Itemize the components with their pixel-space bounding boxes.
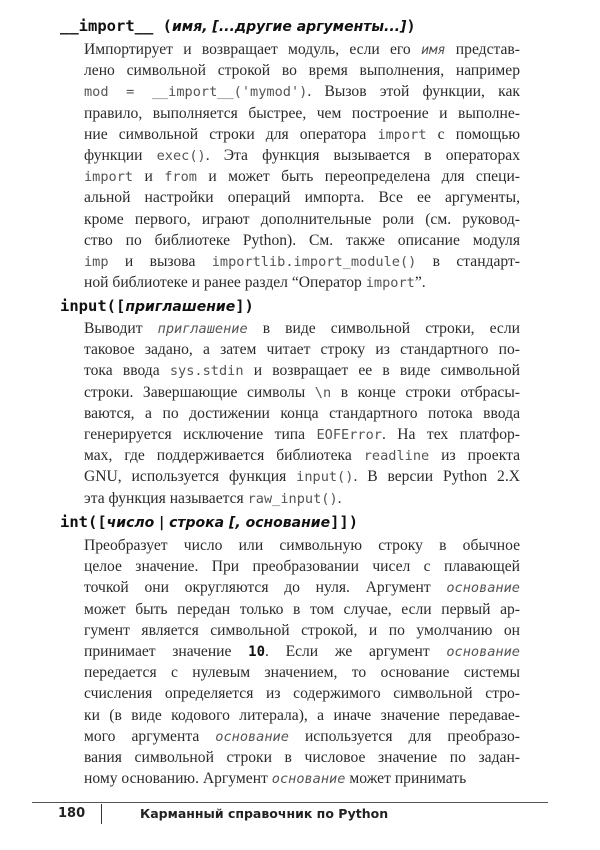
text-fragment: ной библиотеке и ранее раздел “Оператор xyxy=(84,274,366,292)
text-fragment: строки. Завершающие символы xyxy=(84,383,315,401)
page-number: 180 xyxy=(58,806,86,821)
text-fragment: лено символьной строкой во время выполнения, например xyxy=(84,62,520,80)
code-fragment: readline xyxy=(363,448,430,465)
text-line xyxy=(84,577,520,598)
text-line xyxy=(84,599,520,620)
paren-close: ) xyxy=(406,17,416,35)
code-fragment: importlib.import_module() xyxy=(211,253,417,270)
function-name: int xyxy=(60,513,88,531)
text-line xyxy=(84,620,520,641)
text-fragment: ки (в виде кодового литерала), а иначе значение передавае- xyxy=(84,706,520,724)
code-fragment: imp xyxy=(84,253,109,270)
text-fragment: правило, выполняется быстрее, чем построение и выполне- xyxy=(84,104,520,122)
text-line xyxy=(84,166,520,187)
code-fragment: 10 xyxy=(248,643,265,660)
text-line xyxy=(84,747,520,768)
text-line xyxy=(84,339,520,360)
text-fragment: функции xyxy=(84,146,157,164)
text-fragment: из проекта xyxy=(429,447,520,465)
text-fragment: генерируется исключение типа xyxy=(84,425,317,443)
text-line xyxy=(84,318,520,339)
entry-heading-input xyxy=(60,297,560,315)
text-line xyxy=(84,424,520,445)
paren-open: ([ xyxy=(88,513,107,531)
text-fragment: может быть передан только в том случае, если первый ар- xyxy=(84,600,520,618)
text-line xyxy=(84,535,520,556)
text-fragment: Выводит xyxy=(84,320,158,337)
text-fragment: счисления определяется из содержимого символьной стро- xyxy=(84,685,520,703)
code-fragment: приглашение xyxy=(157,321,248,337)
entry-description-int xyxy=(84,535,520,789)
text-line xyxy=(84,145,520,166)
text-fragment: гумент является символьной строкой, и по умолчанию он xyxy=(84,621,520,639)
text-line xyxy=(84,39,520,60)
text-fragment: точкой они округляются до нуля. Аргумент xyxy=(84,579,447,597)
entry-description-import xyxy=(84,39,520,293)
text-fragment: ваются, а по достижении конца стандартного потока ввода xyxy=(84,404,520,422)
code-fragment: input() xyxy=(296,469,354,486)
text-line xyxy=(84,488,520,509)
text-line xyxy=(84,209,520,230)
code-fragment: \n xyxy=(314,384,332,401)
code-fragment: основание xyxy=(271,771,346,788)
text-line xyxy=(84,81,520,102)
text-fragment: кроме первого, играют дополнительные роли (см. руковод- xyxy=(84,210,520,228)
text-fragment: в конце строки отбрасы- xyxy=(331,383,520,401)
entry-heading-int xyxy=(60,513,560,531)
text-fragment: . Эта функция вызывается в операторах xyxy=(205,146,520,164)
text-line xyxy=(84,556,520,577)
text-fragment: и возвращает ее в виде символьной xyxy=(243,362,520,380)
code-fragment: from xyxy=(164,169,197,186)
text-fragment: . В версии Python 2.X xyxy=(353,468,520,486)
text-fragment: принимает значение xyxy=(84,642,249,660)
text-fragment: целое значение. При преобразовании чисел с плавающей xyxy=(84,558,520,576)
text-line xyxy=(84,251,520,272)
text-fragment: может принимать xyxy=(345,770,467,788)
code-fragment: EOFError xyxy=(316,426,382,443)
code-fragment: имя xyxy=(420,42,446,58)
text-fragment: таковое задано, а затем читает строку из стандартного по- xyxy=(84,341,520,359)
text-fragment: вания символьной строки в числовое значение по задан- xyxy=(84,748,520,766)
text-fragment: Преобразует число или символьную строку в обычное xyxy=(84,537,520,554)
code-fragment: raw_input() xyxy=(247,490,338,507)
text-fragment: передается с нулевым значением, то основание системы xyxy=(84,664,520,682)
text-line xyxy=(84,124,520,145)
argument-list: имя, [...другие аргументы...] xyxy=(172,19,407,35)
text-line xyxy=(84,272,520,293)
text-line xyxy=(84,103,520,124)
entry-description-input xyxy=(84,318,520,509)
text-fragment: Импортирует и возвращает модуль, если его xyxy=(84,41,421,58)
text-fragment: мого аргумента xyxy=(84,727,216,745)
text-fragment: эта функция называется xyxy=(84,489,248,507)
code-fragment: sys.stdin xyxy=(169,363,244,380)
text-fragment: ние символьной строки для оператора xyxy=(84,125,378,143)
text-fragment: . На тех платфор- xyxy=(381,425,520,443)
function-name: input xyxy=(60,297,107,315)
paren-open: ( xyxy=(153,17,172,35)
footer-rule xyxy=(32,802,548,803)
text-fragment: мах, где поддерживается библиотека xyxy=(84,447,364,465)
text-line xyxy=(84,768,520,789)
text-fragment: . xyxy=(337,489,342,507)
paren-close: ]]) xyxy=(330,513,359,531)
text-line xyxy=(84,445,520,466)
code-fragment: import xyxy=(365,275,415,292)
text-line xyxy=(84,662,520,683)
text-line xyxy=(84,466,520,487)
code-fragment: основание xyxy=(215,728,289,745)
text-line xyxy=(84,60,520,81)
text-line xyxy=(84,382,520,403)
text-line xyxy=(84,705,520,726)
text-fragment: и может быть переопределена для специ- xyxy=(196,168,520,186)
text-line xyxy=(84,403,520,424)
code-fragment: mod = __import__('mymod') xyxy=(84,84,308,101)
function-name: __import__ xyxy=(60,17,154,35)
text-fragment: ному основанию. Аргумент xyxy=(84,770,272,788)
footer-separator xyxy=(101,804,102,824)
text-line xyxy=(84,187,520,208)
code-fragment: основание xyxy=(446,580,520,597)
text-fragment: используется для преобразо- xyxy=(288,727,520,745)
text-fragment: представ- xyxy=(445,41,520,58)
text-fragment: и вызова xyxy=(108,252,212,270)
text-fragment: альной настройки операций импорта. Все ее аргументы, xyxy=(84,189,520,207)
argument-list: приглашение xyxy=(125,299,236,315)
text-fragment: ство по библиотеке Python). См. также описание модуля xyxy=(84,231,520,249)
code-fragment: exec() xyxy=(156,147,206,164)
entry-heading-import xyxy=(60,17,560,35)
text-line xyxy=(84,230,520,251)
text-line xyxy=(84,683,520,704)
text-fragment: . Вызов этой функции, как xyxy=(307,83,521,101)
text-fragment: в виде символьной строки, если xyxy=(247,320,520,337)
paren-close: ]) xyxy=(235,297,254,315)
text-line xyxy=(84,360,520,381)
text-fragment: с помощью xyxy=(426,125,520,143)
text-line xyxy=(84,641,520,662)
code-fragment: import xyxy=(377,126,427,143)
text-line xyxy=(84,726,520,747)
text-fragment: ”. xyxy=(414,274,426,292)
text-fragment: в стандарт- xyxy=(416,252,520,270)
paren-open: ([ xyxy=(106,297,126,315)
text-fragment: тока ввода xyxy=(84,362,170,380)
text-fragment: GNU, используется функция xyxy=(84,468,297,486)
argument-list: число | строка [, основание xyxy=(106,515,331,531)
text-fragment: и xyxy=(133,168,165,186)
book-title: Карманный справочник по Python xyxy=(140,806,389,821)
code-fragment: основание xyxy=(446,643,520,660)
code-fragment: import xyxy=(84,169,134,186)
text-fragment: . Если же аргумент xyxy=(265,642,447,660)
